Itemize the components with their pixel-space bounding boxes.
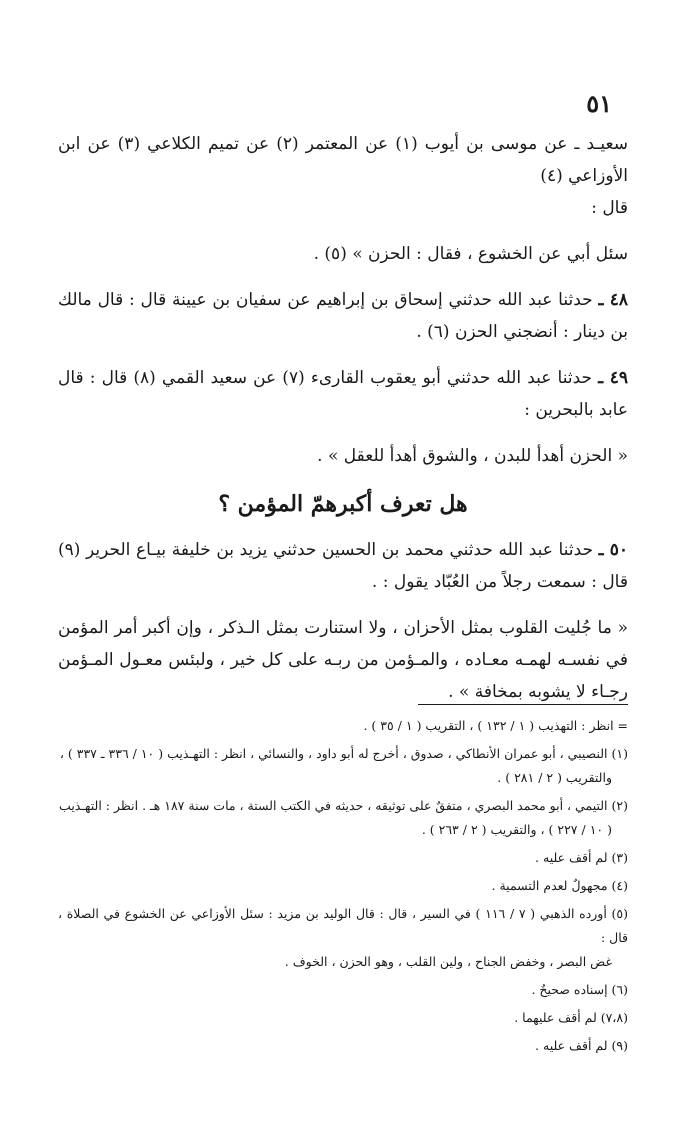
- footnote-2: [58, 794, 628, 842]
- narration-number: ٤٩ ـ: [598, 368, 629, 388]
- narration-number: ٥٠ ـ: [598, 540, 628, 560]
- footnote-line: (٢) التيمي ، أبو محمد البصري ، متفقٌ على توثيقه ، حديثه في الكتب الستة ، مات سنة ١٨٧ هـ . انظر : التهـذيب: [59, 798, 628, 813]
- narration-number: ٤٨ ـ: [598, 290, 628, 310]
- footnote-3: (٣) لم أقف عليه .: [535, 850, 628, 865]
- narration-text: حدثنا عبد الله حدثني إسحاق بن إبراهيم عن سفيان بن عيينة قال : قال مالك بن دينار : أنضجني الحزن (٦) .: [58, 290, 628, 342]
- footnote-divider: [418, 704, 628, 705]
- footnote-9: (٩) لم أقف عليه .: [535, 1038, 628, 1053]
- footnote-6: (٦) إسناده صحيحٌ .: [531, 982, 628, 997]
- narration-50: [58, 534, 628, 598]
- quote-paragraph: سئل أبي عن الخشوع ، فقال : الحزن » (٥) .: [313, 244, 628, 264]
- paragraph-line: سعيـد ـ عن موسى بن أيوب (١) عن المعتمر (٢) عن تميم الكلاعي (٣) عن ابن الأوزاعي (٤): [58, 134, 628, 186]
- quote-paragraph: « ما جُليت القلوب بمثل الأحزان ، ولا استنارت بمثل الـذكر ، وإن أكبر أمر المؤمن في نفسـه لهمـه معـاده ، والمـؤمن من ربـه على كل خير ، ولبئس معـول المـؤمن رجـاء لا يشوبه بمخافة » .: [58, 618, 628, 702]
- footnote-line: (٥) أورده الذهبي ( ٧ / ١١٦ ) في السير ، قال : قال الوليد بن مزيد : سئل الأوزاعي عن الخشوع في الصلاة ، قال :: [58, 906, 628, 945]
- quote-paragraph: « الحزن أهدأ للبدن ، والشوق أهدأ للعقل » .: [317, 446, 628, 466]
- narration-text: حدثنا عبد الله حدثني أبو يعقوب القارىء (٧) عن سعيد القمي (٨) قال : قال عابد بالبحرين :: [58, 368, 628, 420]
- footnote-continuation: = انظر : التهذيب ( ١ / ١٣٢ ) ، التقريب ( ١ / ٣٥ ) .: [363, 718, 628, 733]
- paragraph-continuation: [58, 128, 628, 224]
- footnote-5: [58, 902, 628, 974]
- footnote-1: [58, 742, 628, 790]
- footnotes: [58, 714, 628, 1062]
- footnote-line: ( ١٠ / ٢٢٧ ) ، والتقريب ( ٢ / ٢٦٣ ) .: [421, 822, 612, 837]
- section-heading: هل تعرف أكبرهمّ المؤمن ؟: [218, 491, 468, 517]
- page-number: ٥١: [586, 89, 612, 118]
- footnote-line: والتقريب ( ٢ / ٢٨١ ) .: [497, 770, 612, 785]
- main-text: [58, 128, 628, 708]
- narration-text: حدثنا عبد الله حدثني محمد بن الحسين حدثني يزيد بن خليفة بيـاع الحرير (٩) قال : سمعت رجلاً من العُبّاد يقول : .: [58, 540, 628, 592]
- narration-49: [58, 362, 628, 426]
- footnote-line: غض البصر ، وخفض الجناح ، ولين القلب ، وهو الحزن ، الخوف .: [284, 954, 612, 969]
- footnote-4: (٤) مجهولٌ لعدم التسمية .: [491, 878, 628, 893]
- narration-48: [58, 284, 628, 348]
- footnote-line: (١) النصيبي ، أبو عمران الأنطاكي ، صدوق ، أخرج له أبو داود ، والنسائي ، انظر : التهـذيب ( ١٠ / ٣٣٦ ـ ٣٣٧ ) ،: [59, 746, 628, 761]
- paragraph-line: قال :: [591, 198, 628, 218]
- footnote-7-8: (٧،٨) لم أقف عليهما .: [514, 1010, 628, 1025]
